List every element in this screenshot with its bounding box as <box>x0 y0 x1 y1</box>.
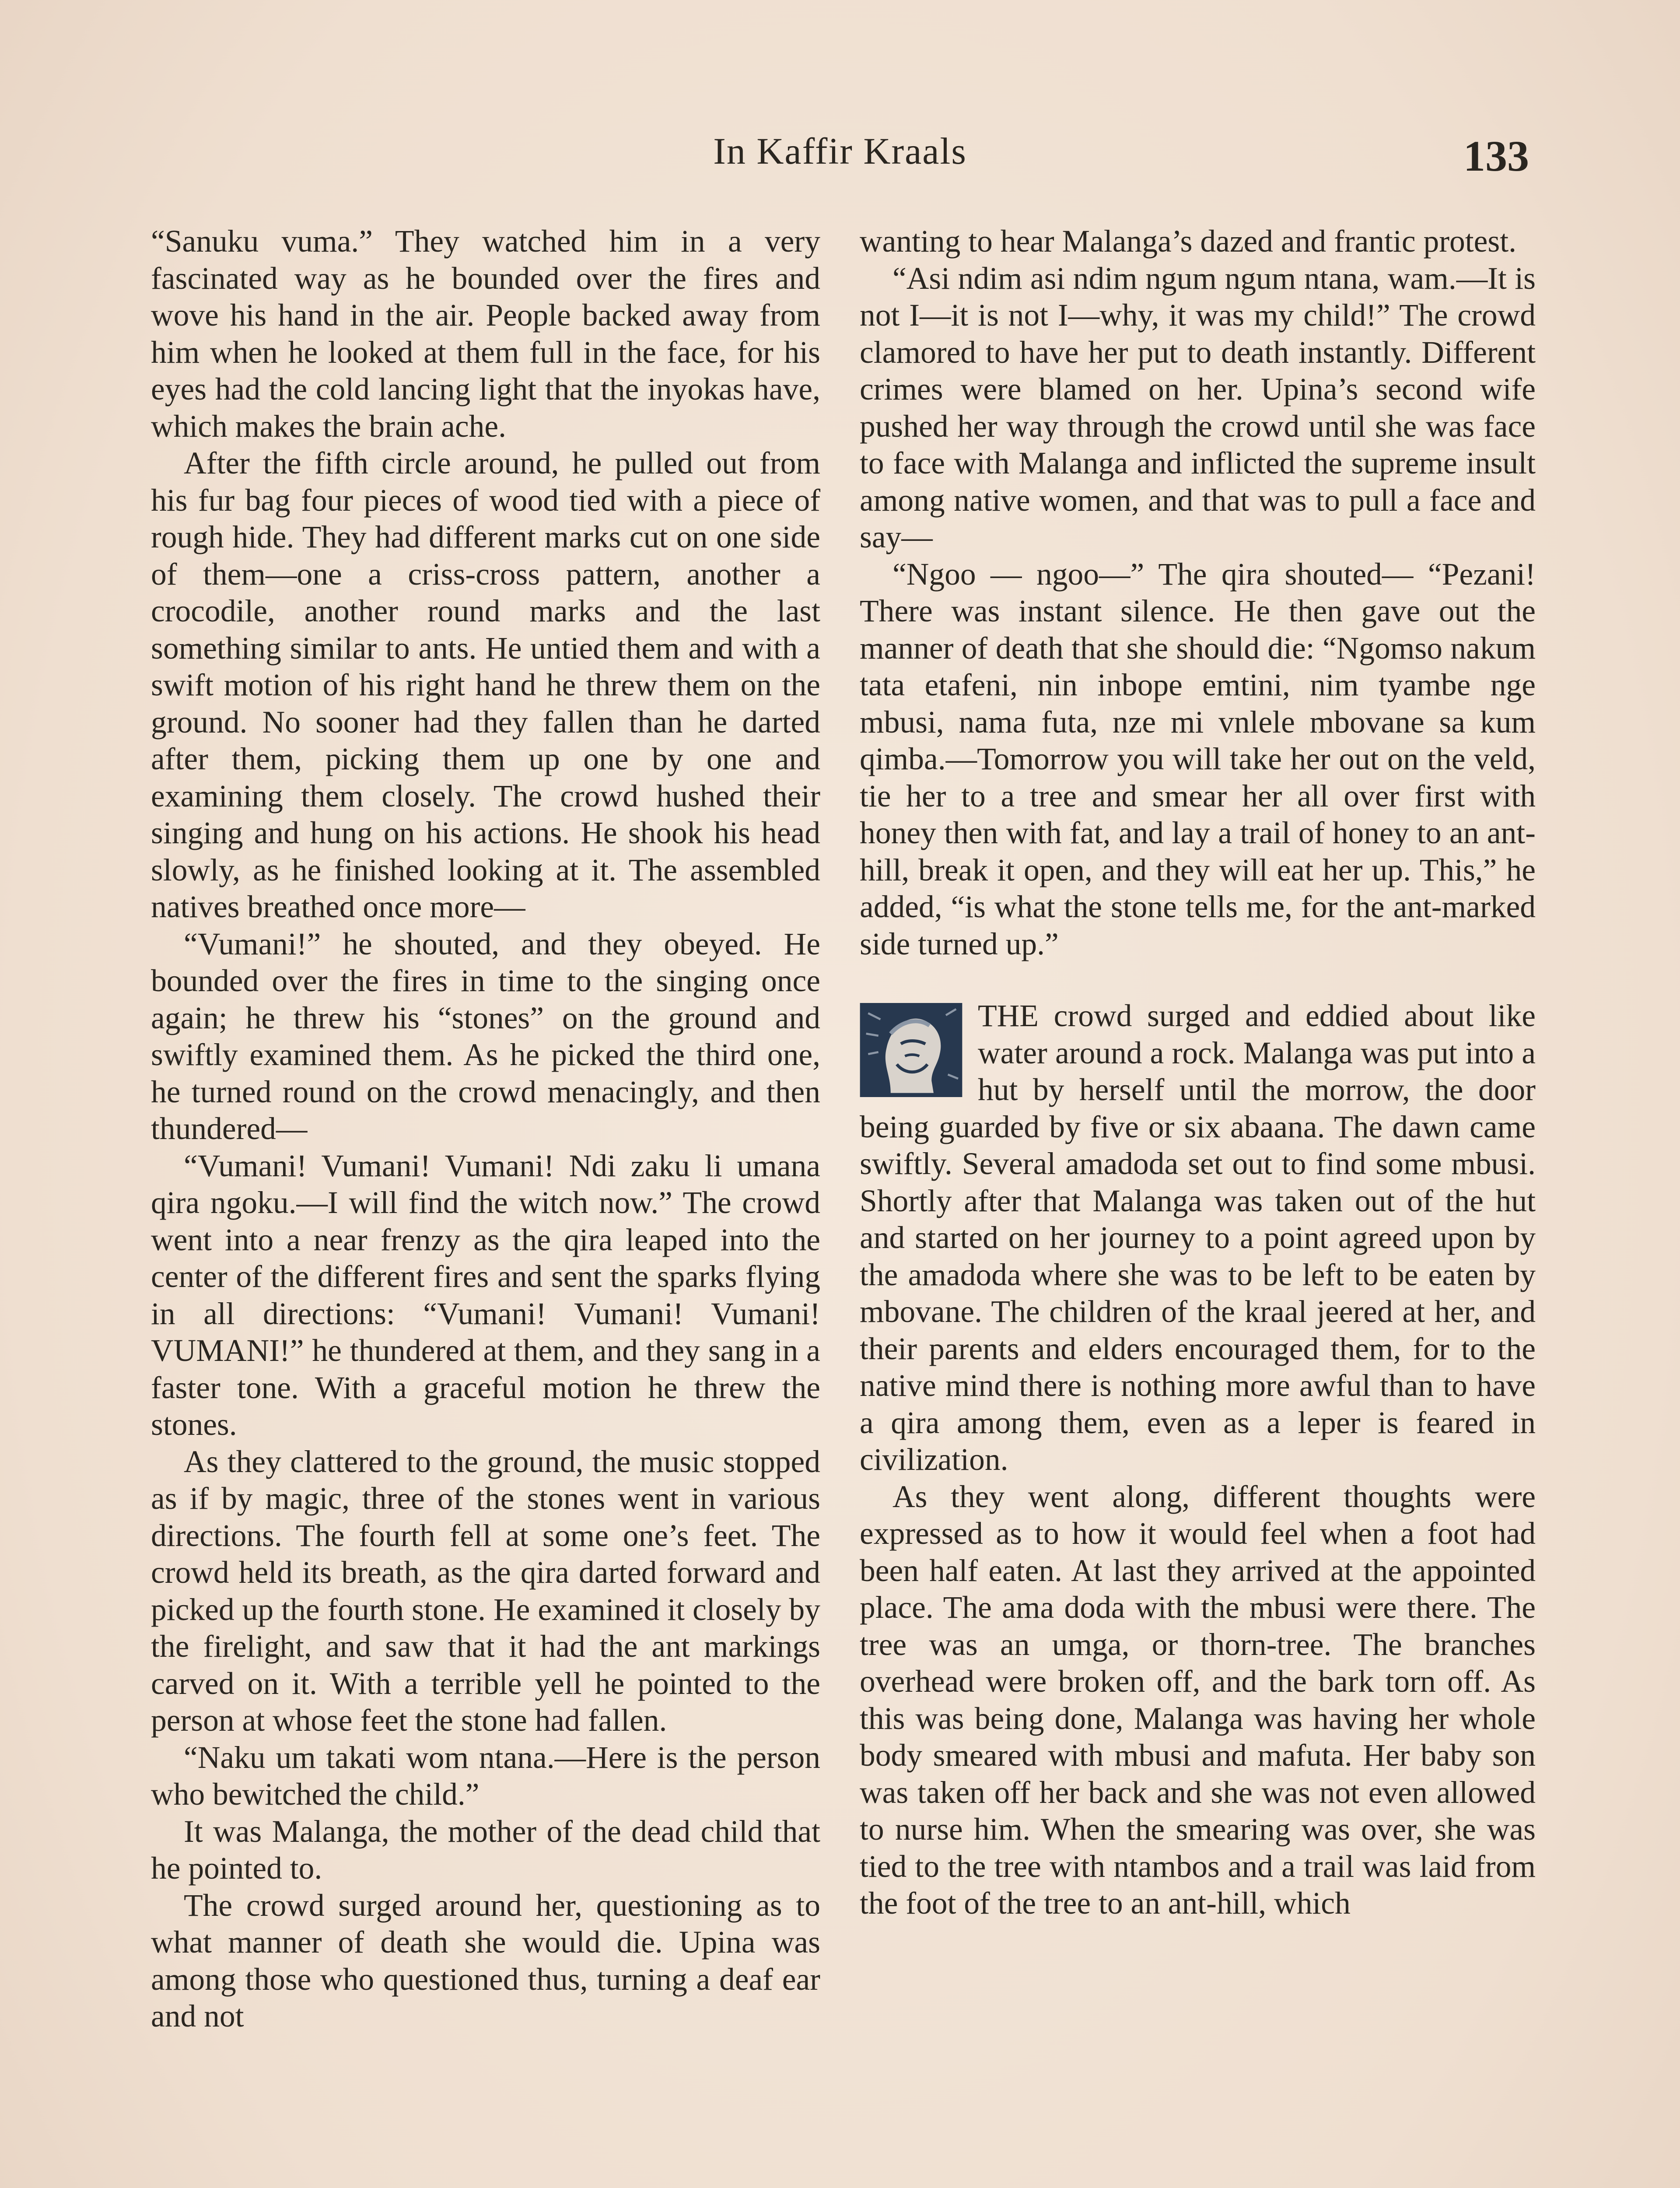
paragraph: “Vumani!” he shouted, and they obeyed. He bounded over the fires in time to the singing once again; he threw his “stones” on the ground and swiftly examined them. As he picked the third one, he turned round on the crowd menacingly, and then thundered— <box>151 926 820 1146</box>
paragraph: As they clattered to the ground, the music stopped as if by magic, three of the stones went in various directions. The fourth fell at some one’s feet. The crowd held its breath, as the qira darted forward and picked up the fourth stone. He examined it closely by the firelight, and saw that it had the ant markings carved on it. With a terrible yell he pointed to the person at whose feet the stone had fallen. <box>151 1444 820 1738</box>
paragraph: “Sanuku vuma.” They watched him in a very fascinated way as he bounded over the fires and wove his hand in the air. People backed away from him when he looked at them full in the face, for his eyes had the cold lancing light that the inyokas have, which makes the brain ache. <box>151 224 820 444</box>
paragraph: “Asi ndim asi ndim ngum ngum ntana, wam.—It is not I—it is not I—why, it was my child!” The crowd clamored to have her put to death instantly. Different crimes were blamed on her. Upina’s second wife pushed her way through the crowd until she was face to face with Malanga and inflicted the supreme insult among native women, and that was to pull a face and say— <box>860 261 1536 554</box>
engraved-head-ornament-icon <box>860 1003 962 1106</box>
paragraph: “Naku um takati wom ntana.—Here is the person who bewitched the child.” <box>151 1740 820 1812</box>
page-number: 133 <box>1463 132 1529 180</box>
right-column <box>860 223 1536 1922</box>
left-column <box>151 223 820 2035</box>
page-header <box>0 129 1680 190</box>
paragraph: After the fifth circle around, he pulled out from his fur bag four pieces of wood tied with a piece of rough hide. They had different marks cut on one side of them—one a criss-cross pattern, another a crocodile, another round marks and the last something similar to ants. He untied them and with a swift motion of his right hand he threw them on the ground. No sooner had they fallen than he darted after them, picking them up one by one and examining them closely. The crowd hushed their singing and hung on his actions. He shook his head slowly, as he finished looking at it. The assembled natives breathed once more— <box>151 446 820 924</box>
dropcap-paragraph-text: THE crowd surged and eddied about like water around a rock. Malanga was put into a hut by herself until the morrow, the door being guarded by five or six abaana. The dawn came swiftly. Several amadoda set out to find some mbusi. Shortly after that Malanga was taken out of the hut and started on her journey to a point agreed upon by the amadoda where she was to be left to be eaten by mbovane. The children of the kraal jeered at her, and their parents and elders encouraged them, for to the native mind there is nothing more awful than to have a qira among them, even as a leper is feared in civilization. <box>860 999 1536 1477</box>
paragraph: As they went along, different thoughts were expressed as to how it would feel when a foot had been half eaten. At last they arrived at the appointed place. The ama doda with the mbusi were there. The tree was an umga, or thorn-tree. The branches overhead were broken off, and the bark torn off. As this was being done, Malanga was having her whole body smeared with mbusi and mafuta. Her baby son was taken off her back and she was not even allowed to nurse him. When the smearing was over, she was tied to the tree with ntambos and a trail was laid from the foot of the tree to an ant-hill, which <box>860 1479 1536 1921</box>
paragraph: The crowd surged around her, questioning as to what manner of death she would die. Upina was among those who questioned thus, turning a deaf ear and not <box>151 1888 820 2034</box>
paragraph: “Vumani! Vumani! Vumani! Ndi zaku li umana qira ngoku.—I will find the witch now.” The crowd went into a near frenzy as the qira leaped into the center of the different fires and sent the sparks flying in all directions: “Vumani! Vumani! Vumani! VUMANI!” he thundered at them, and they sang in a faster tone. With a graceful motion he threw the stones. <box>151 1148 820 1442</box>
running-title: In Kaffir Kraals <box>713 130 967 172</box>
paragraph: wanting to hear Malanga’s dazed and frantic protest. <box>860 224 1516 259</box>
paragraph: It was Malanga, the mother of the dead child that he pointed to. <box>151 1814 820 1886</box>
paragraph-with-dropcap <box>860 998 1536 1479</box>
paragraph: “Ngoo — ngoo—” The qira shouted— “Pezani! There was instant silence. He then gave out the manner of death that she should die: “Ngomso nakum tata etafeni, nin inbope emtini, nim tyambe nge mbusi, nama futa, nze mi vnlele mbovane sa kum qimba.—Tomorrow you will take her out on the veld, tie her to a tree and smear her all over first with honey then with fat, and lay a trail of honey to an ant-hill, break it open, and they will eat her up. This,” he added, “is what the stone tells me, for the ant-marked side turned up.” <box>860 557 1536 961</box>
